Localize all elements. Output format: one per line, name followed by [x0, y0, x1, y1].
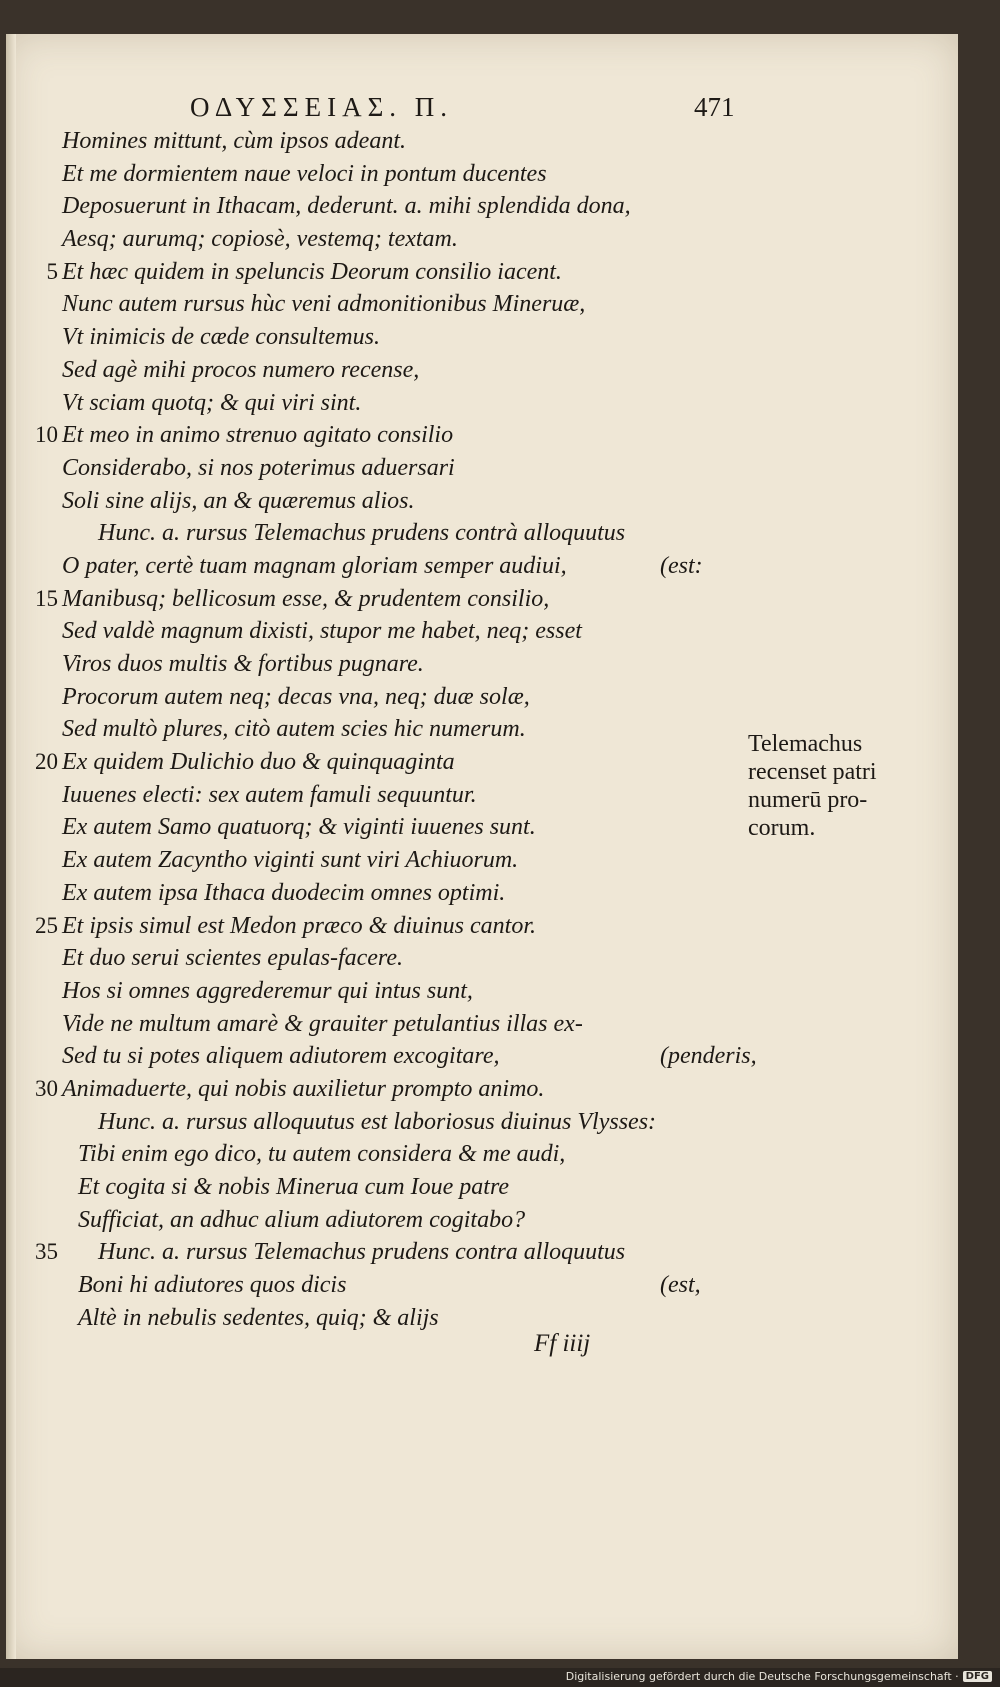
verse-line — [0, 321, 760, 354]
verse-line — [0, 1171, 760, 1204]
line-number: 30 — [35, 1075, 58, 1101]
verse-line — [0, 288, 760, 321]
line-text: Ex autem Zacyntho viginti sunt viri Achiuorum. — [62, 847, 519, 874]
line-text: Soli sine alijs, an & quæremus alios. — [62, 487, 415, 514]
signature-mark: Ff iiij — [534, 1330, 591, 1357]
verse-line — [0, 583, 760, 616]
line-number: 5 — [46, 258, 58, 284]
verse-line — [0, 1138, 760, 1171]
running-head: ΟΔΥΣΣΕΙΑΣ. Π. — [190, 92, 454, 122]
line-text: Et me dormientem naue veloci in pontum ducentes — [62, 160, 547, 187]
margin-note-line: recenset patri — [748, 759, 877, 785]
verse-line — [0, 648, 760, 681]
line-text: Ex autem ipsa Ithaca duodecim omnes optimi. — [62, 879, 506, 906]
line-text: Sed agè mihi procos numero recense, — [62, 356, 420, 383]
digitization-credit — [566, 1670, 992, 1683]
line-text: O pater, certè tuam magnam gloriam semper audiui, — [62, 552, 567, 579]
verse-line — [0, 1269, 760, 1302]
verse-line — [0, 125, 760, 158]
verse-line — [0, 223, 760, 256]
line-text: Et hæc quidem in speluncis Deorum consilio iacent. — [62, 258, 562, 285]
verse-line — [0, 811, 760, 844]
line-text: Ex autem Samo quatuorq; & viginti iuuenes sunt. — [62, 814, 536, 841]
line-text: Considerabo, si nos poterimus aduersari — [62, 454, 455, 481]
line-text: Procorum autem neq; decas vna, neq; duæ solæ, — [62, 683, 530, 710]
verse-line — [0, 485, 760, 518]
verse-line — [0, 746, 760, 779]
line-text: Tibi enim ego dico, tu autem considera & me audi, — [78, 1141, 566, 1168]
verse-line — [0, 877, 760, 910]
verse-line — [0, 681, 760, 714]
line-turnover: (est, — [660, 1272, 701, 1299]
verse-line — [0, 1106, 760, 1139]
verse-line — [0, 942, 760, 975]
line-number: 15 — [35, 585, 58, 611]
verse-line — [0, 419, 760, 452]
verse-line — [0, 713, 760, 746]
line-text: Iuuenes electi: sex autem famuli sequuntur. — [62, 781, 477, 808]
line-text: Viros duos multis & fortibus pugnare. — [62, 651, 424, 677]
line-text: Nunc autem rursus hùc veni admonitionibus Mineruæ, — [62, 291, 586, 318]
margin-note-line: numerū pro- — [748, 787, 868, 813]
line-text: Hos si omnes aggrederemur qui intus sunt, — [62, 977, 473, 1004]
line-text: Vt sciam quotq; & qui viri sint. — [62, 389, 362, 416]
line-text: Manibusq; bellicosum esse, & prudentem consilio, — [62, 585, 550, 612]
line-text: Sed multò plures, citò autem scies hic numerum. — [62, 716, 526, 743]
line-number: 20 — [35, 749, 58, 775]
margin-note — [748, 730, 918, 842]
line-text: Altè in nebulis sedentes, quiq; & alijs — [78, 1304, 439, 1331]
line-number: 35 — [35, 1239, 58, 1265]
verse-text-block — [0, 125, 760, 1334]
page-number: 471 — [694, 92, 735, 122]
verse-line — [0, 1073, 760, 1106]
line-text: Et ipsis simul est Medon præco & diuinus cantor. — [62, 912, 536, 939]
line-text: Ex quidem Dulichio duo & quinquaginta — [62, 749, 455, 776]
verse-line — [0, 354, 760, 387]
line-turnover: (est: — [660, 552, 703, 579]
verse-line — [0, 190, 760, 223]
line-number: 25 — [35, 912, 58, 938]
verse-line — [0, 387, 760, 420]
line-text: Vide ne multum amarè & grauiter petulantius illas ex- — [62, 1010, 583, 1037]
verse-line — [0, 615, 760, 648]
verse-line — [0, 1236, 760, 1269]
line-text: Et duo serui scientes epulas-facere. — [62, 945, 404, 972]
verse-line — [0, 452, 760, 485]
line-text: Hunc. a. rursus alloquutus est laboriosus diuinus Vlysses: — [98, 1108, 657, 1135]
verse-line — [0, 1302, 760, 1335]
verse-line — [0, 1204, 760, 1237]
line-text: Et cogita si & nobis Minerua cum Ioue patre — [78, 1174, 510, 1200]
credit-text: Digitalisierung gefördert durch die Deutsche Forschungsgemeinschaft · — [565, 1670, 959, 1683]
line-text: Homines mittunt, cùm ipsos adeant. — [62, 128, 406, 154]
line-text: Sed tu si potes aliquem adiutorem excogitare, — [62, 1043, 500, 1070]
line-text: Boni hi adiutores quos dicis — [78, 1272, 347, 1299]
line-text: Aesq; aurumq; copiosè, vestemq; textam. — [62, 226, 458, 253]
verse-line — [0, 1008, 760, 1041]
line-text: Et meo in animo strenuo agitato consilio — [62, 422, 454, 449]
verse-line — [0, 1040, 760, 1073]
line-text: Animaduerte, qui nobis auxilietur prompto animo. — [62, 1075, 545, 1102]
verse-line — [0, 975, 760, 1008]
verse-line — [0, 158, 760, 191]
verse-line — [0, 517, 760, 550]
line-turnover: (penderis, — [660, 1043, 757, 1070]
line-text: Deposuerunt in Ithacam, dederunt. a. mihi splendida dona, — [62, 193, 631, 220]
dfg-logo: DFG — [963, 1671, 992, 1682]
verse-line — [0, 910, 760, 943]
line-text: Hunc. a. rursus Telemachus prudens contra alloquutus — [98, 1239, 626, 1266]
line-text: Sed valdè magnum dixisti, stupor me habet, neq; esset — [62, 618, 582, 645]
margin-note-line: corum. — [748, 815, 816, 841]
verse-line — [0, 844, 760, 877]
line-text: Hunc. a. rursus Telemachus prudens contrà alloquutus — [98, 520, 626, 547]
verse-line — [0, 779, 760, 812]
line-text: Sufficiat, an adhuc alium adiutorem cogitabo? — [78, 1206, 526, 1233]
margin-note-line: Telemachus — [748, 731, 863, 757]
verse-line — [0, 550, 760, 583]
verse-line — [0, 256, 760, 289]
line-number: 10 — [35, 422, 58, 448]
line-text: Vt inimicis de cæde consultemus. — [62, 324, 380, 351]
